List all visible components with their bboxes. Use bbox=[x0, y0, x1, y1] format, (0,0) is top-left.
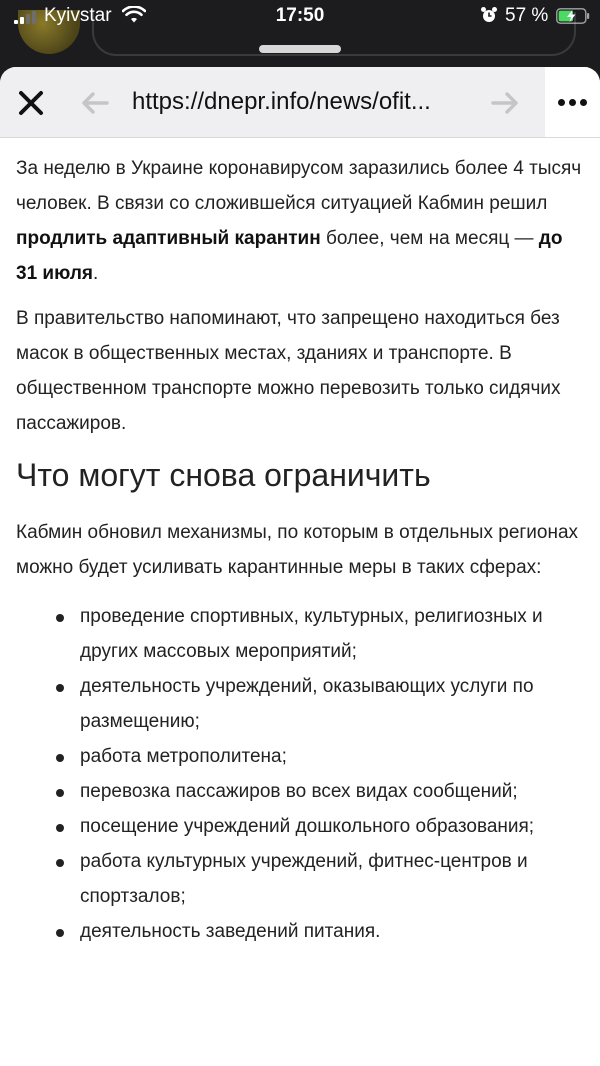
list-item bbox=[16, 739, 588, 774]
back-button[interactable] bbox=[78, 87, 112, 119]
paragraph-bold-date: до 31 июля bbox=[16, 228, 563, 284]
browser-nav-bar bbox=[0, 67, 600, 138]
close-icon bbox=[18, 90, 44, 116]
bullet bbox=[56, 824, 64, 832]
bullet bbox=[56, 859, 64, 867]
more-options-button[interactable] bbox=[545, 67, 600, 137]
paragraph-text: За неделю в Украине коронавирусом заразились более 4 тысяч человек. В связи со сложившейся ситуацией Кабмин решил bbox=[16, 158, 582, 214]
status-time: 17:50 bbox=[275, 5, 325, 26]
article-body bbox=[16, 151, 588, 949]
list-item bbox=[16, 774, 588, 809]
battery-charging-icon bbox=[556, 8, 590, 24]
list-item bbox=[16, 599, 588, 669]
article-section-heading: Что могут снова ограничить bbox=[16, 457, 431, 493]
list-item-text: работа культурных учреждений, фитнес-центров и спортзалов; bbox=[80, 851, 528, 907]
list-item-text: работа метрополитена; bbox=[80, 746, 287, 767]
carrier-name: Kyivstar bbox=[44, 5, 112, 26]
list-item bbox=[16, 809, 588, 844]
paragraph-bold-text: продлить адаптивный карантин bbox=[16, 228, 321, 249]
bullet bbox=[56, 754, 64, 762]
bullet bbox=[56, 614, 64, 622]
back-arrow-icon bbox=[81, 92, 109, 114]
alarm-clock-icon bbox=[480, 6, 498, 24]
wifi-icon bbox=[122, 6, 146, 24]
battery-percentage: 57 % bbox=[505, 5, 549, 26]
url-display[interactable]: https://dnepr.info/news/ofit... bbox=[132, 88, 431, 115]
list-item-text: проведение спортивных, культурных, религиозных и других массовых мероприятий; bbox=[80, 606, 543, 662]
article-paragraph-2: В правительство напоминают, что запрещено находиться без масок в общественных местах, зданиях и транспорте. В общественном транспорте можно перевозить только сидячих пассажиров. bbox=[16, 308, 561, 434]
paragraph-text: . bbox=[93, 263, 99, 284]
bullet bbox=[56, 789, 64, 797]
cellular-signal-icon bbox=[14, 11, 40, 24]
paragraph-text: более, чем на месяц — bbox=[320, 228, 539, 249]
list-item bbox=[16, 669, 588, 739]
browser-sheet bbox=[0, 67, 600, 1066]
forward-arrow-icon bbox=[491, 92, 519, 114]
article-paragraph-1 bbox=[16, 151, 588, 291]
list-item-text: посещение учреждений дошкольного образования; bbox=[80, 816, 535, 837]
close-button[interactable] bbox=[12, 84, 50, 122]
article-paragraph-3: Кабмин обновил механизмы, по которым в отдельных регионах можно будет усиливать карантинные меры в таких сферах: bbox=[16, 522, 579, 578]
sheet-grabber[interactable] bbox=[259, 45, 341, 53]
list-item bbox=[16, 844, 588, 914]
list-item-text: деятельность учреждений, оказывающих услуги по размещению; bbox=[80, 676, 534, 732]
bullet bbox=[56, 929, 64, 937]
restrictions-list bbox=[16, 599, 588, 949]
more-dots-icon bbox=[558, 99, 587, 106]
list-item-text: деятельность заведений питания. bbox=[80, 921, 381, 942]
list-item-text: перевозка пассажиров во всех видах сообщений; bbox=[80, 781, 518, 802]
status-bar bbox=[0, 0, 600, 34]
bullet bbox=[56, 684, 64, 692]
forward-button[interactable] bbox=[488, 87, 522, 119]
list-item bbox=[16, 914, 588, 949]
